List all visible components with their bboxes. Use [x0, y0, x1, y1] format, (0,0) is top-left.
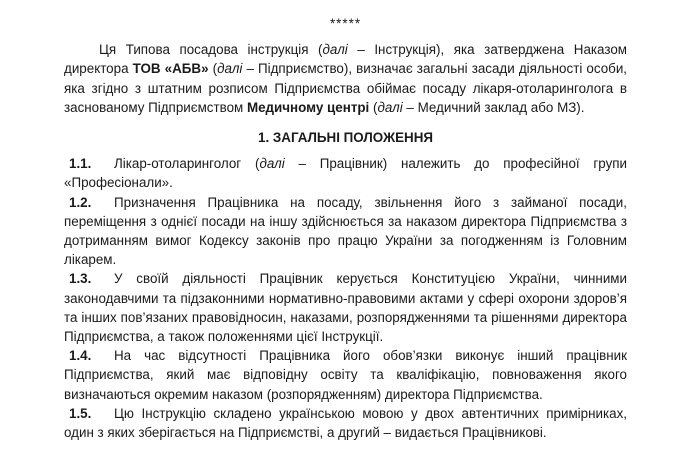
intro-text: Ця Типова посадова інструкція (: [99, 42, 323, 58]
intro-text: – Підприємство), визначає загальні засади діяльності особи, яка згідно з штатним розписом Підприємства обіймає посаду лікаря-отоларинголога в заснованому Підприємством: [64, 61, 628, 115]
clause-1-4: [64, 346, 627, 404]
clause-1-5: [64, 404, 627, 442]
intro-text: (: [369, 99, 378, 115]
clause-number: 1.5.: [69, 405, 92, 421]
clause-1-2: [64, 193, 627, 270]
intro-term: далі: [217, 61, 243, 77]
clause-number: 1.4.: [69, 348, 92, 364]
clause-number: 1.2.: [69, 194, 92, 210]
clause-text: Цю Інструкцію складено українською мовою у двох автентичних примірниках, один з яких зберігається на Підприємстві, а другий – видається Працівникові.: [64, 405, 627, 441]
clause-number: 1.3.: [69, 271, 92, 287]
medical-center-name: Медичному центрі: [246, 99, 370, 115]
intro-term: далі: [322, 42, 348, 58]
clause-term: далі: [259, 156, 285, 172]
clause-text: Призначення Працівника на посаду, звільнення його з займаної посади, переміщення з однієї посади на іншу здійснюється за наказом директора Підприємства з дотриманням вимог Кодексу законів про працю України за погодженням із Головним лікарем.: [64, 194, 627, 268]
document-page: [64, 14, 627, 442]
clause-number: 1.1.: [69, 156, 92, 172]
clause-text: Лікар-отоларинголог (: [114, 156, 260, 172]
clause-1-1: [64, 154, 627, 192]
section-heading: 1. ЗАГАЛЬНІ ПОЛОЖЕННЯ: [258, 130, 433, 146]
intro-term: далі: [377, 99, 403, 115]
intro-text: – Інструкція), яка затверджена Наказом директора: [64, 42, 627, 77]
clause-text: У своїй діяльності Працівник керується Конституцією України, чинними законодавчими та підзаконними нормативно-правовими актами у сфері охорони здоров’я та інших пов’язаних правовідносин, наказами, розпорядженнями та рішеннями директора Підприємства, а також положеннями цієї Інструкції.: [64, 271, 627, 345]
separator: *****: [329, 16, 362, 31]
intro-text: – Медичний заклад або МЗ).: [402, 99, 585, 115]
intro-text: (: [208, 61, 218, 77]
clause-text: – Працівник) належить до професійної групи «Професіонали».: [64, 156, 628, 191]
clause-text: На час відсутності Працівника його обов’язки виконує інший працівник Підприємства, який має відповідну освіту та кваліфікацію, повноваження якого визначаються окремим наказом (розпорядженням) директора Підприємства.: [64, 348, 627, 402]
company-name: ТОВ «АБВ»: [132, 61, 209, 77]
clause-1-3: [64, 269, 627, 346]
intro-paragraph: [64, 40, 627, 117]
